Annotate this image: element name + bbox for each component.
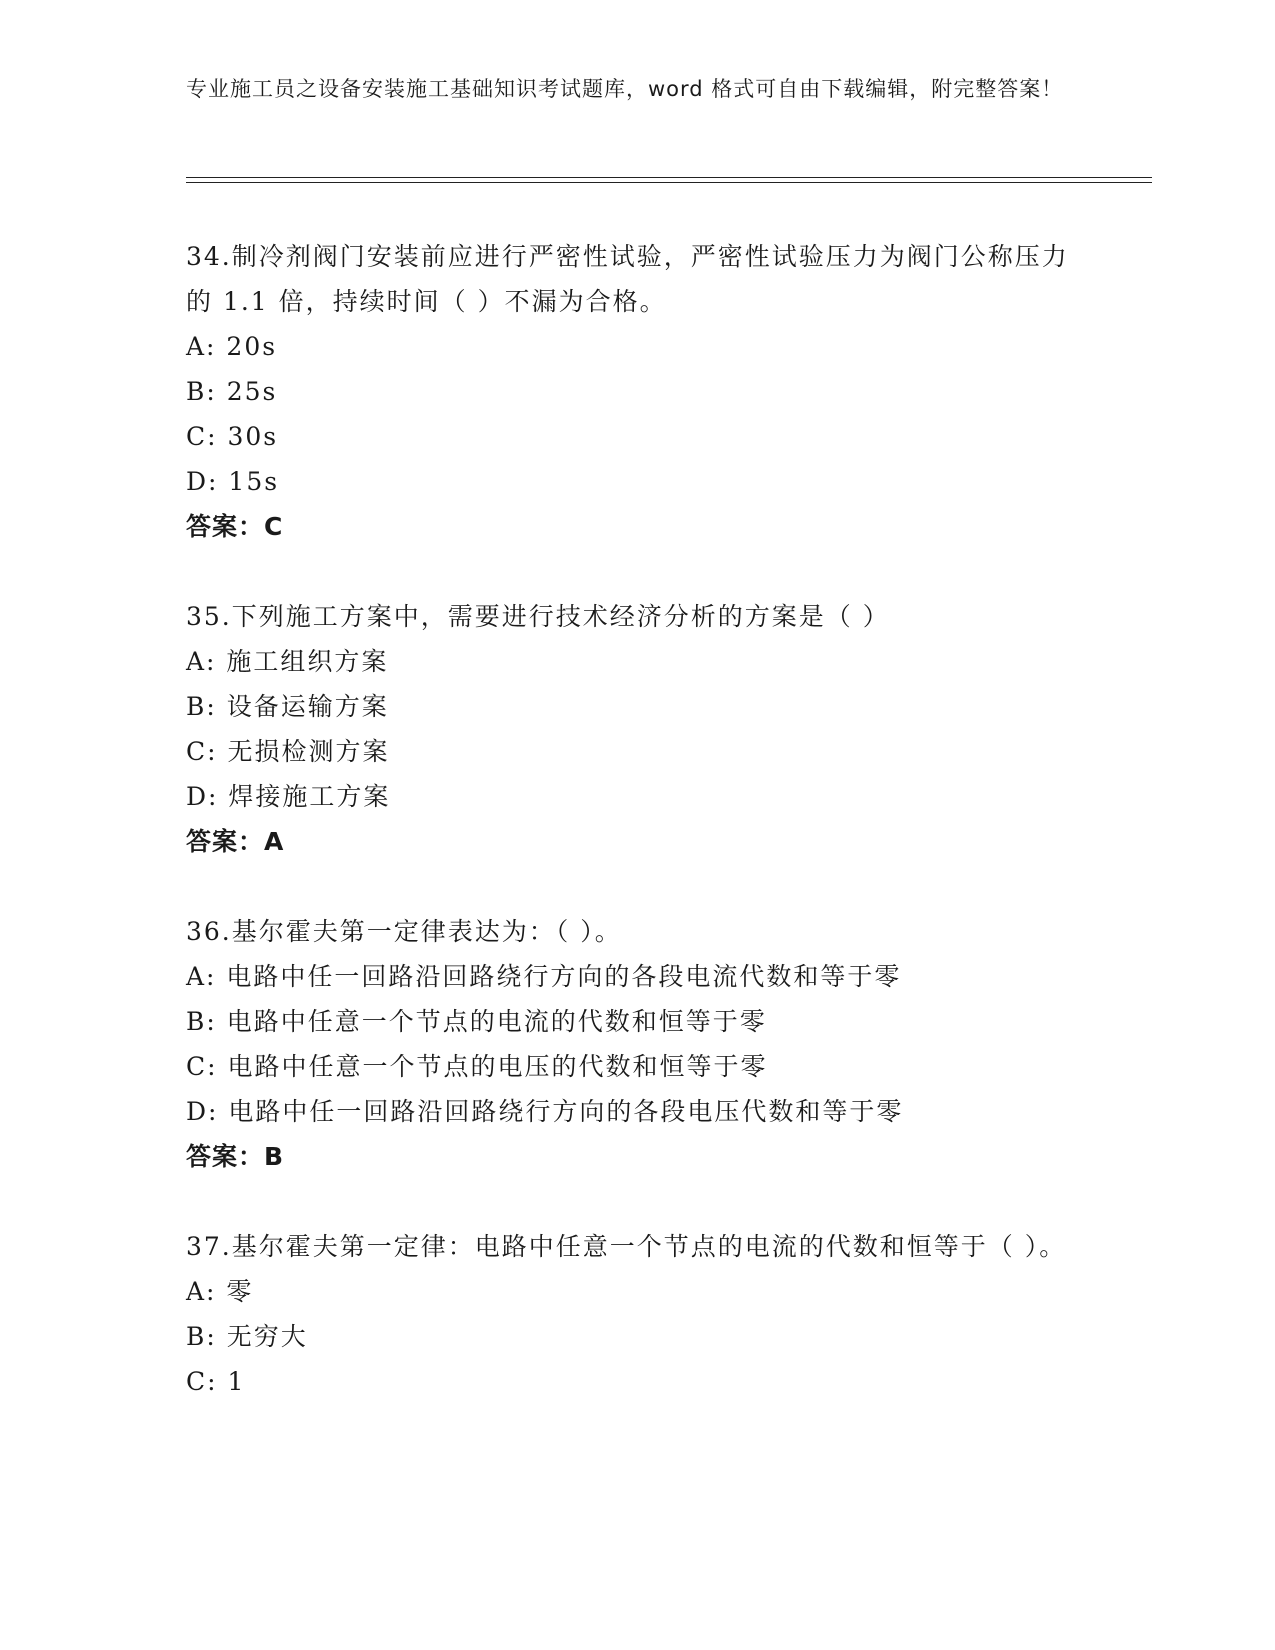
answer-label: 答案：B bbox=[186, 1142, 285, 1171]
option-d: D: 电路中任一回路沿回路绕行方向的各段电压代数和等于零 bbox=[186, 1097, 904, 1126]
answer-label: 答案：A bbox=[186, 827, 285, 856]
option-c: C: 无损检测方案 bbox=[186, 737, 390, 766]
question-36 bbox=[186, 909, 1086, 1179]
header-divider-bottom bbox=[186, 182, 1152, 183]
option-c: C: 1 bbox=[186, 1367, 246, 1396]
document-header bbox=[186, 72, 1066, 106]
header-intro-text: 专业施工员之设备安装施工基础知识考试题库，word 格式可自由下载编辑，附完整答案！ bbox=[186, 77, 1064, 101]
question-34 bbox=[186, 234, 1086, 549]
answer-label: 答案：C bbox=[186, 512, 284, 541]
question-37 bbox=[186, 1224, 1086, 1404]
header-divider-top bbox=[186, 177, 1152, 178]
option-a: A: 电路中任一回路沿回路绕行方向的各段电流代数和等于零 bbox=[186, 962, 902, 991]
question-35 bbox=[186, 594, 1086, 864]
option-b: B: 25s bbox=[186, 377, 278, 406]
option-b: B: 设备运输方案 bbox=[186, 692, 389, 721]
option-d: D: 焊接施工方案 bbox=[186, 782, 391, 811]
option-c: C: 电路中任意一个节点的电压的代数和恒等于零 bbox=[186, 1052, 768, 1081]
question-stem: 35.下列施工方案中，需要进行技术经济分析的方案是（ ） bbox=[186, 602, 890, 631]
question-stem: 36.基尔霍夫第一定律表达为：（ ）。 bbox=[186, 917, 622, 946]
question-list bbox=[186, 234, 1086, 1449]
option-a: A: 施工组织方案 bbox=[186, 647, 389, 676]
option-b: B: 电路中任意一个节点的电流的代数和恒等于零 bbox=[186, 1007, 767, 1036]
option-d: D: 15s bbox=[186, 467, 280, 496]
option-c: C: 30s bbox=[186, 422, 279, 451]
question-stem: 34.制冷剂阀门安装前应进行严密性试验，严密性试验压力为阀门公称压力的 1.1 倍，持续时间（ ）不漏为合格。 bbox=[186, 242, 1069, 316]
option-b: B: 无穷大 bbox=[186, 1322, 308, 1351]
question-stem: 37.基尔霍夫第一定律：电路中任意一个节点的电流的代数和恒等于（ ）。 bbox=[186, 1232, 1067, 1261]
option-a: A: 20s bbox=[186, 332, 278, 361]
option-a: A: 零 bbox=[186, 1277, 254, 1306]
